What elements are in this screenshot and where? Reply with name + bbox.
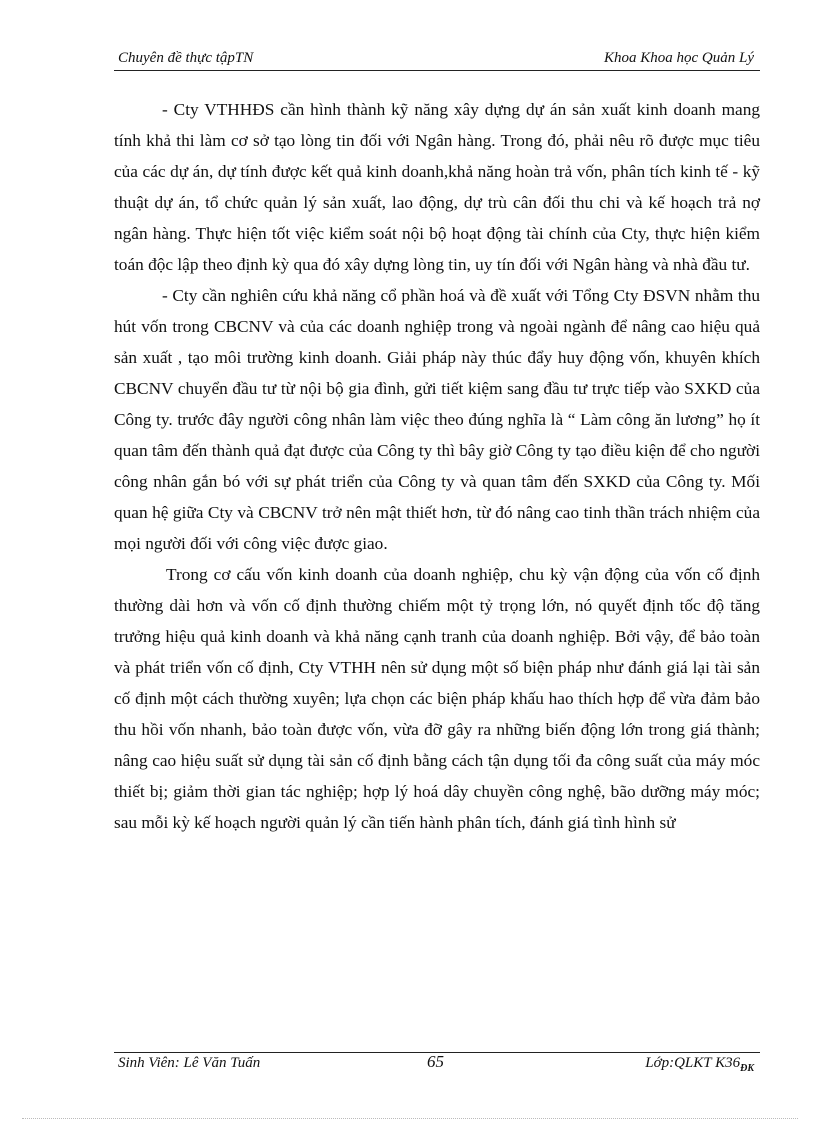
paragraph-fixed-capital: Trong cơ cấu vốn kinh doanh của doanh nghiệp, chu kỳ vận động của vốn cố định thường dài hơn và vốn cố định thường chiếm một tỷ trọng lớn, nó quyết định tốc độ tăng trưởng hiệu quả kinh doanh và khả năng cạnh tranh của doanh nghiệp. Bởi vậy, để bảo toàn và phát triển vốn cố định, Cty VTHH nên sử dụng một số biện pháp như đánh giá lại tài sản cố định một cách thường xuyên; lựa chọn các biện pháp khấu hao thích hợp để vừa đảm bảo thu hồi vốn nhanh, bảo toàn được vốn, vừa đỡ gây ra những biến động lớn trong giá thành; nâng cao hiệu suất sử dụng tài sản cố định bằng cách tận dụng tối đa công suất của máy móc thiết bị; giảm thời gian tác nghiệp; hợp lý hoá dây chuyền công nghệ, bão dưỡng máy móc; sau mỗi kỳ kế hoạch người quản lý cần tiến hành phân tích, đánh giá tình hình sử — [114, 565, 760, 832]
header-faculty: Khoa Khoa học Quản Lý — [604, 50, 754, 66]
footer-student-name: Sinh Viên: Lê Văn Tuấn — [118, 1055, 261, 1071]
page-number: 65 — [427, 1052, 444, 1071]
header-rule — [114, 70, 760, 71]
page-header — [114, 48, 760, 70]
page-bottom-dotted-line — [22, 1118, 798, 1119]
paragraph-credit-project: - Cty VTHHĐS cần hình thành kỹ năng xây dựng dự án sản xuất kinh doanh mang tính khả thi làm cơ sở tạo lòng tin đối với Ngân hàng. Trong đó, phải nêu rõ được mục tiêu của các dự án, dự tính được kết quả kinh doanh,khả năng hoàn trả vốn, phân tích kinh tế - kỹ thuật dự án, tổ chức quản lý sản xuất, lao động, dự trù cân đối thu chi và kế hoạch trả nợ ngân hàng. Thực hiện tốt việc kiểm soát nội bộ hoạt động tài chính của Cty, thực hiện kiểm toán độc lập theo định kỳ qua đó xây dựng lòng tin, uy tín đối với Ngân hàng và nhà đầu tư. — [114, 100, 760, 274]
header-course-title: Chuyên đề thực tậpTN — [118, 50, 254, 66]
footer-class — [645, 1055, 754, 1074]
document-body — [114, 94, 760, 838]
page-footer — [114, 1054, 760, 1080]
footer-class-subscript: ĐK — [740, 1063, 754, 1074]
footer-class-label: Lớp:QLKT K36 — [645, 1055, 741, 1071]
paragraph-equitization: - Cty cần nghiên cứu khả năng cổ phần hoá và đề xuất với Tổng Cty ĐSVN nhằm thu hút vốn trong CBCNV và của các doanh nghiệp trong và ngoài ngành để nâng cao hiệu quả sản xuất , tạo môi trường kinh doanh. Giải pháp này thúc đẩy huy động vốn, khuyên khích CBCNV chuyển đầu tư từ nội bộ gia đình, gửi tiết kiệm sang đầu tư trực tiếp vào SXKD của Công ty. trước đây người công nhân làm việc theo đúng nghĩa là “ Làm công ăn lương” họ ít quan tâm đến thành quả đạt được của Công ty thì bây giờ Công ty tạo điều kiện để cho người công nhân gắn bó với sự phát triển của Công ty và quan tâm đến SXKD của Công ty. Mối quan hệ giữa Cty và CBCNV trở nên mật thiết hơn, từ đó nâng cao tinh thần trách nhiệm của mọi người đối với công việc được giao. — [114, 286, 760, 553]
